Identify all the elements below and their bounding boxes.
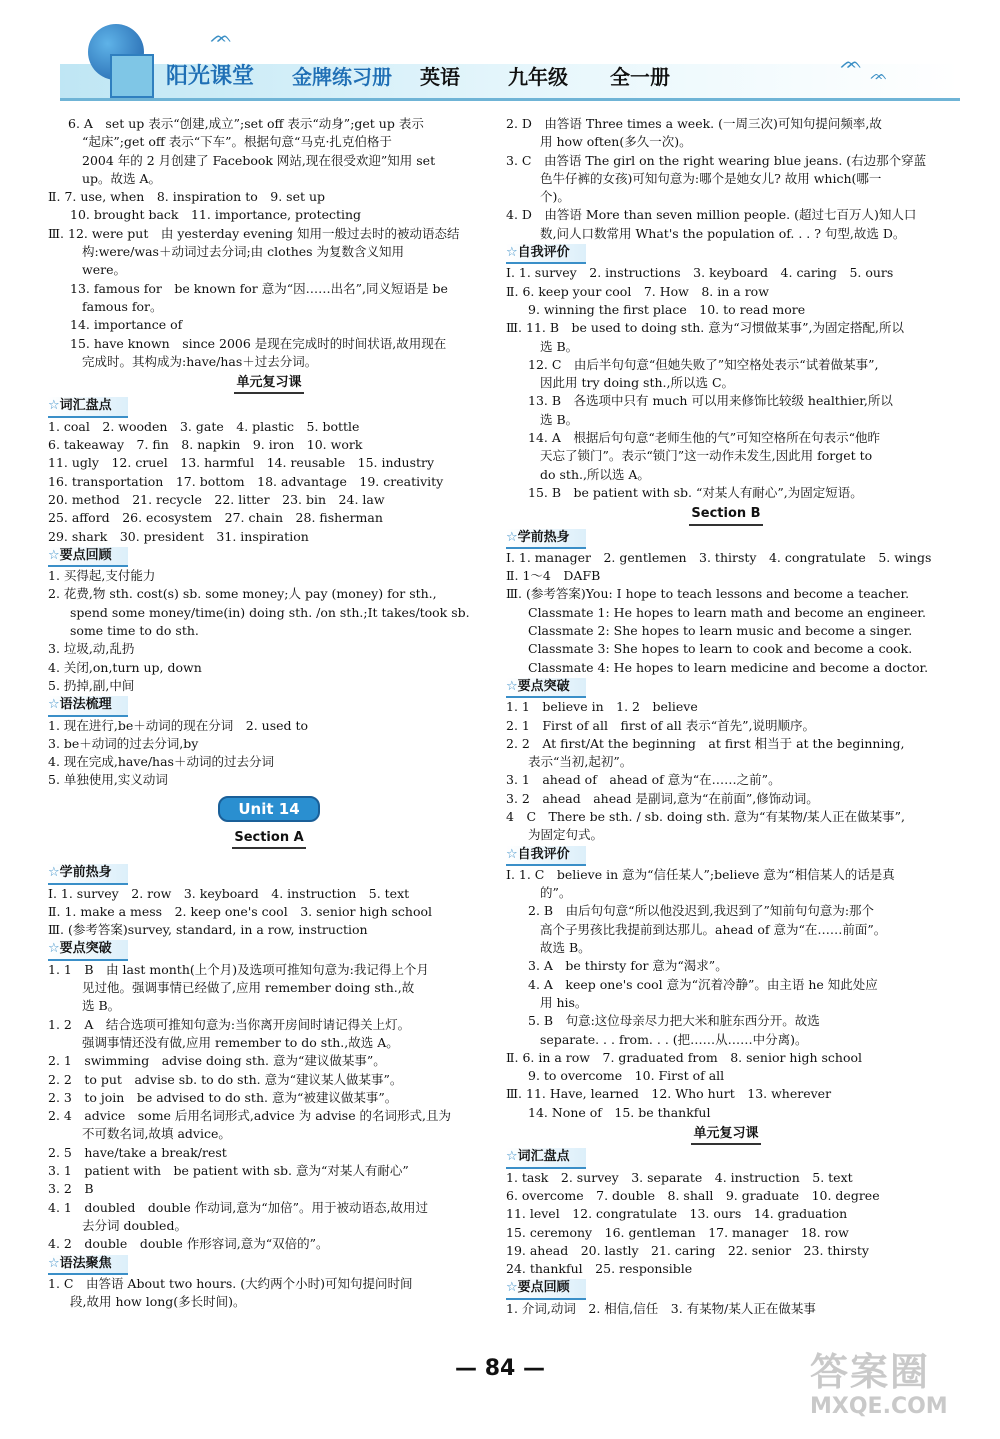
text-line: 4. 现在完成,have/has＋动词的过去分词 — [48, 754, 274, 770]
text-line: 6. takeaway 7. fin 8. napkin 9. iron 10. work — [48, 437, 363, 453]
header-brand: 阳光课堂 — [166, 64, 255, 89]
section-heading: ☆语法聚焦 — [48, 1255, 128, 1275]
text-line: 为固定句式。 — [528, 827, 604, 843]
text-line: 3. be＋动词的过去分词,by — [48, 735, 199, 751]
text-line: Ⅱ. 6. in a row 7. graduated from 8. senior high school — [506, 1049, 863, 1065]
text-line: Ⅰ. 1. C believe in 意为“信任某人”;believe 意为“相信某人的话是真 — [506, 866, 895, 882]
text-line: 11. ugly 12. cruel 13. harmful 14. reusable 15. industry — [48, 455, 435, 471]
star-icon: ☆ — [506, 678, 518, 694]
section-heading: ☆自我评价 — [506, 846, 586, 866]
text-line: 1. 介词,动词 2. 相信,信任 3. 有某物/某人正在做某事 — [506, 1300, 816, 1316]
text-line: 4. 1 doubled double 作动词,意为“加倍”。用于被动语态,故用过 — [48, 1199, 429, 1215]
text-line: 14. None of 15. be thankful — [528, 1104, 711, 1120]
text-line: 19. ahead 20. lastly 21. caring 22. senior 23. thirsty — [506, 1242, 869, 1258]
page-header — [40, 24, 960, 104]
text-line: 构:were/was＋动词过去分词;由 clothes 为复数含义知用 — [82, 244, 405, 260]
text-line: 数,问人口数常用 What's the population of. . . ? 句型,故选 D。 — [540, 225, 906, 241]
text-line: Ⅱ. 6. keep your cool 7. How 8. in a row — [506, 283, 769, 299]
text-line: 25. afford 26. ecosystem 27. chain 28. fisherman — [48, 510, 383, 526]
text-line: 15. ceremony 16. gentleman 17. manager 18. row — [506, 1224, 849, 1240]
text-line: do sth.,所以选 A。 — [540, 466, 650, 482]
text-line: 2. B 由后句句意“所以他没迟到,我迟到了”知前句句意为:那个 — [528, 903, 875, 919]
text-line: 段,故用 how long(多长时间)。 — [70, 1294, 246, 1310]
bird-icon: ᨏ — [210, 26, 233, 47]
text-line: 1. C 由答语 About two hours. (大约两个小时)可知句提问时间 — [48, 1275, 413, 1291]
text-line: 5. 扔掉,副,中间 — [48, 677, 135, 693]
text-line: 5. 单独使用,实义动词 — [48, 772, 168, 788]
text-line: 1. 1 B 由 last month(上个月)及选项可推知句意为:我记得上个月 — [48, 961, 429, 977]
text-line: 12. C 由后半句句意“但她失败了”知空格处表示“试着做某事”, — [528, 356, 879, 372]
text-line: Ⅲ. (参考答案)You: I hope to teach lessons and become a teacher. — [506, 586, 910, 602]
text-line: 选 B。 — [82, 998, 121, 1014]
section-heading: ☆要点回顾 — [48, 547, 128, 567]
header-volume: 全一册 — [610, 65, 670, 89]
text-line: 9. winning the first place 10. to read more — [528, 301, 806, 317]
text-line: 20. method 21. recycle 22. litter 23. bin 24. law — [48, 491, 385, 507]
section-heading: ☆学前热身 — [506, 529, 586, 549]
bird-icon: ᨏ — [840, 52, 863, 73]
site-watermark — [810, 1350, 980, 1428]
text-line: 去分词 doubled。 — [82, 1217, 187, 1233]
text-line: Ⅱ. 1. make a mess 2. keep one's cool 3. senior high school — [48, 903, 433, 919]
text-line: 6. A set up 表示“创建,成立”;set off 表示“动身”;get up 表示 — [68, 116, 424, 131]
text-line: 6. overcome 7. double 8. shall 9. graduate 10. degree — [506, 1187, 880, 1203]
star-icon: ☆ — [506, 1149, 518, 1165]
page-number: — 84 — — [455, 1356, 545, 1381]
text-line: 故选 B。 — [540, 940, 591, 956]
text-line: 2. 花费,物 sth. cost(s) sb. some money;人 pay (money) for sth., — [48, 586, 437, 602]
text-line: 色牛仔裤的女孩)可知句意为:哪个是她女儿? 故用 which(哪一 — [540, 170, 882, 186]
text-line: 11. level 12. congratulate 13. ours 14. graduation — [506, 1206, 848, 1222]
text-line: 3. 2 B — [48, 1181, 94, 1197]
section-heading: ☆要点突破 — [48, 940, 128, 960]
text-line: Ⅰ. 1. manager 2. gentlemen 3. thirsty 4. congratulate 5. wings — [506, 549, 932, 565]
text-line: 4. A keep one's cool 意为“沉着冷静”。由主语 he 知此处应 — [528, 976, 878, 992]
star-icon: ☆ — [506, 529, 518, 545]
star-icon: ☆ — [48, 941, 60, 957]
text-line: up。故选 A。 — [82, 170, 162, 186]
text-line: 2. 1 First of all first of all 表示“首先”,说明顺序。 — [506, 717, 816, 733]
text-line: 2. 4 advice some 后用名词形式,advice 为 advise 的名词形式,且为 — [48, 1108, 452, 1124]
star-icon: ☆ — [506, 245, 518, 261]
text-line: Ⅲ. 12. were put 由 yesterday evening 知用一般过去时的被动语态结 — [48, 225, 460, 241]
text-line: 9. to overcome 10. First of all — [528, 1068, 725, 1084]
text-line: 个)。 — [540, 189, 570, 205]
star-icon: ☆ — [48, 547, 60, 563]
text-line: 29. shark 30. president 31. inspiration — [48, 528, 309, 544]
text-line: 4 C There be sth. / sb. doing sth. 意为“有某物/某人正在做某事”, — [506, 808, 905, 824]
header-series: 金牌练习册 — [292, 65, 392, 89]
text-line: 3. A be thirsty for 意为“渴求”。 — [528, 958, 728, 974]
text-line: Ⅱ. 7. use, when 8. inspiration to 9. set up — [48, 189, 326, 205]
text-line: 1. 2 A 结合选项可推知句意为:当你离开房间时请记得关上灯。 — [48, 1016, 411, 1032]
text-line: 1. task 2. survey 3. separate 4. instruction 5. text — [506, 1169, 853, 1185]
star-icon: ☆ — [48, 398, 60, 414]
text-line: 高个子男孩比我提前到达那儿。ahead of 意为“在……前面”。 — [540, 921, 887, 937]
text-line: 4. D 由答语 More than seven million people. (超过七百万人)知人口 — [506, 207, 917, 223]
text-line: 15. B be patient with sb. “对某人有耐心”,为固定短语。 — [528, 484, 863, 500]
text-line: some time to do sth. — [70, 623, 199, 639]
text-line: 24. thankful 25. responsible — [506, 1261, 693, 1277]
text-line: 2. 2 to put advise sb. to do sth. 意为“建议某人做某事”。 — [48, 1071, 403, 1087]
text-line: Ⅲ. 11. Have, learned 12. Who hurt 13. wherever — [506, 1086, 832, 1102]
text-line: 不可数名词,故填 advice。 — [82, 1126, 231, 1142]
text-line: 1. 买得起,支付能力 — [48, 568, 156, 584]
text-line: 用 how often(多久一次)。 — [540, 134, 692, 150]
text-line: 2. 5 have/take a break/rest — [48, 1144, 227, 1160]
text-line: 3. C 由答语 The girl on the right wearing blue jeans. (右边那个穿蓝 — [506, 152, 927, 168]
star-icon: ☆ — [506, 846, 518, 862]
section-b-title: Section B — [689, 504, 762, 525]
review-title: 单元复习课 — [691, 1124, 760, 1145]
text-line: 天忘了锁门”。表示“锁门”这一动作未发生,因此用 forget to — [540, 448, 873, 464]
text-line: 完成时。其构成为:have/has＋过去分词。 — [82, 353, 318, 369]
text-line: Classmate 4: He hopes to learn medicine and become a doctor. — [528, 659, 929, 675]
text-line: 用 his。 — [540, 994, 588, 1010]
star-icon: ☆ — [48, 865, 60, 881]
text-line: 4. 关闭,on,turn up, down — [48, 659, 202, 675]
section-heading: ☆自我评价 — [506, 244, 586, 264]
section-heading: ☆词汇盘点 — [506, 1148, 586, 1168]
section-a-title: Section A — [232, 828, 305, 849]
text-line: 4. 2 double double 作形容词,意为“双倍的”。 — [48, 1236, 329, 1252]
text-line: 2004 年的 2 月创建了 Facebook 网站,现在很受欢迎”知用 set — [82, 152, 436, 168]
text-line: 表示“当初,起初”。 — [528, 754, 633, 770]
text-line: separate. . . from. . . (把……从……中分离)。 — [540, 1031, 808, 1047]
section-heading: ☆要点回顾 — [506, 1279, 586, 1299]
watermark-url: MXQE.COM — [810, 1394, 948, 1419]
section-heading: ☆学前热身 — [48, 864, 128, 884]
text-line: spend some money/time(in) doing sth. /on sth.;It takes/took sb. — [70, 604, 470, 620]
watermark-logo: 答案圈 — [810, 1350, 931, 1394]
text-line: 见过他。强调事情已经做了,应用 remember doing sth.,故 — [82, 980, 415, 996]
bird-icon: ᨏ — [870, 67, 888, 83]
text-line: 10. brought back 11. importance, protecting — [70, 207, 362, 223]
text-line: 选 B。 — [540, 411, 579, 427]
text-line: Classmate 3: She hopes to learn to cook and become a cook. — [528, 641, 913, 657]
text-line: 1. coal 2. wooden 3. gate 4. plastic 5. bottle — [48, 418, 360, 434]
text-line: “起床”;get off 表示“下车”。根据句意“马克·扎克伯格于 — [82, 134, 392, 150]
text-line: 1. 1 believe in 1. 2 believe — [506, 699, 698, 715]
text-line: 1. 现在进行,be＋动词的现在分词 2. used to — [48, 717, 309, 733]
text-line: Ⅰ. 1. survey 2. instructions 3. keyboard 4. caring 5. ours — [506, 265, 894, 281]
text-line: 3. 1 ahead of ahead of 意为“在……之前”。 — [506, 772, 781, 788]
text-line: 2. D 由答语 Three times a week. (一周三次)可知句提问频率,故 — [506, 116, 882, 131]
text-line: 强调事情还没有做,应用 remember to do sth.,故选 A。 — [82, 1034, 399, 1050]
section-heading: ☆要点突破 — [506, 678, 586, 698]
header-grade: 九年级 — [508, 65, 568, 89]
review-title: 单元复习课 — [234, 373, 303, 394]
text-line: 3. 2 ahead ahead 是副词,意为“在前面”,修饰动词。 — [506, 790, 819, 806]
text-line: Ⅰ. 1. survey 2. row 3. keyboard 4. instruction 5. text — [48, 885, 410, 901]
text-line: 14. importance of — [70, 317, 183, 333]
right-column — [506, 115, 946, 1318]
text-line: 的”。 — [540, 885, 572, 901]
text-line: were。 — [82, 262, 126, 278]
text-line: Classmate 1: He hopes to learn math and become an engineer. — [528, 604, 927, 620]
text-line: 15. have known since 2006 是现在完成时的时间状语,故用现在 — [70, 335, 447, 351]
text-line: 5. B 句意:这位母亲尽力把大米和脏东西分开。故选 — [528, 1013, 820, 1029]
text-line: 13. B 各选项中只有 much 可以用来修饰比较级 healthier,所以 — [528, 393, 893, 409]
text-line: Ⅱ. 1～4 DAFB — [506, 568, 601, 584]
star-icon: ☆ — [48, 697, 60, 713]
text-line: Ⅲ. 11. B be used to doing sth. 意为“习惯做某事”,为固定搭配,所以 — [506, 320, 904, 336]
text-line: 3. 1 patient with be patient with sb. 意为“对某人有耐心” — [48, 1163, 409, 1179]
text-line: 3. 垃圾,动,乱扔 — [48, 641, 135, 657]
text-line: Ⅲ. (参考答案)survey, standard, in a row, instruction — [48, 922, 368, 938]
section-heading: ☆词汇盘点 — [48, 397, 128, 417]
header-subject: 英语 — [420, 65, 460, 89]
star-icon: ☆ — [506, 1280, 518, 1296]
left-column — [48, 115, 490, 1311]
text-line: 14. A 根据后句句意“老师生他的气”可知空格所在句表示“他昨 — [528, 430, 881, 446]
text-line: 16. transportation 17. bottom 18. advantage 19. creativity — [48, 473, 444, 489]
text-line: 2. 2 At first/At the beginning at first 相当于 at the beginning, — [506, 735, 905, 751]
section-heading: ☆语法梳理 — [48, 696, 128, 716]
text-line: 因此用 try doing sth.,所以选 C。 — [540, 375, 735, 391]
text-line: famous for。 — [82, 298, 163, 314]
book-logo-icon — [110, 54, 154, 98]
text-line: 选 B。 — [540, 338, 579, 354]
star-icon: ☆ — [48, 1255, 60, 1271]
text-line: Classmate 2: She hopes to learn music and become a singer. — [528, 623, 913, 639]
unit-badge: Unit 14 — [218, 796, 319, 822]
text-line: 2. 1 swimming advise doing sth. 意为“建议做某事”。 — [48, 1053, 386, 1069]
text-line: 13. famous for be known for 意为“因……出名”,同义短语是 be — [70, 280, 448, 296]
text-line: 2. 3 to join be advised to do sth. 意为“被建议做某事”。 — [48, 1089, 398, 1105]
